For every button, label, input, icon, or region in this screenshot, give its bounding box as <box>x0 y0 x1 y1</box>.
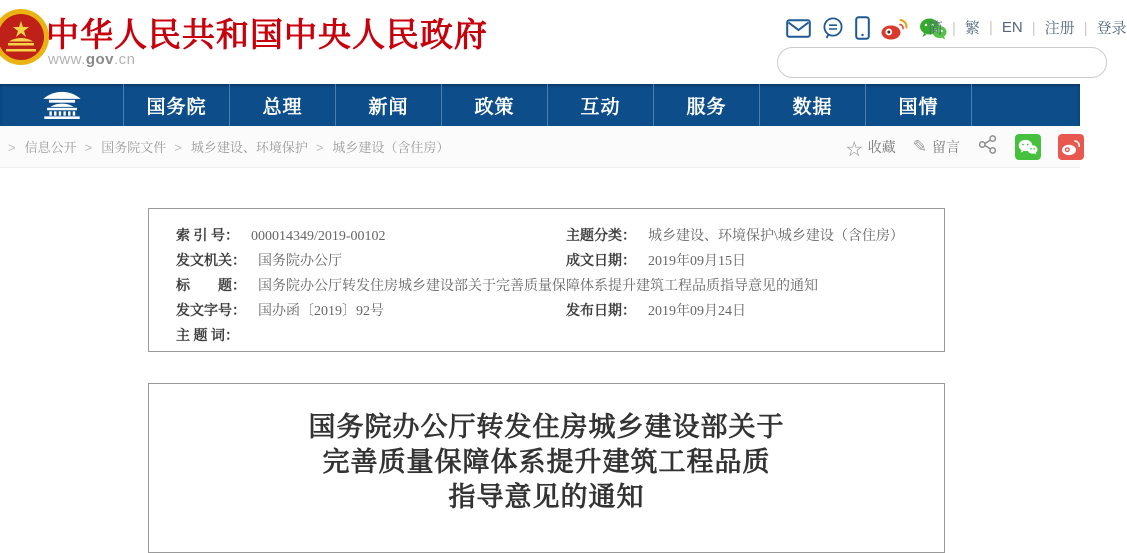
language-account-links <box>928 17 1127 38</box>
document-meta-table <box>148 208 945 352</box>
meta-doc-number-value: 国办函〔2019〕92号 <box>258 304 384 319</box>
comment-bubble-icon[interactable] <box>822 17 844 39</box>
crumb-state-council-docs[interactable]: > 国务院文件 <box>77 137 167 156</box>
meta-row <box>176 299 924 324</box>
comment-label: 留言 <box>932 139 960 155</box>
mobile-icon[interactable] <box>855 16 870 40</box>
crumb-urban-rural-env[interactable]: > 城乡建设、环境保护 <box>166 137 308 156</box>
nav-item-data[interactable]: 数据 <box>759 84 865 126</box>
meta-row <box>176 249 924 274</box>
share-wechat-button[interactable] <box>1015 134 1041 160</box>
main-nav <box>0 84 1080 126</box>
breadcrumb <box>0 137 449 156</box>
lang-english-link[interactable]: | EN <box>980 19 1023 36</box>
mail-icon[interactable] <box>786 19 811 38</box>
meta-issuing-org-label: 发文机关： <box>176 254 246 269</box>
document-title-line: 国务院办公厅转发住房城乡建设部关于 <box>308 412 785 442</box>
nav-item-news[interactable]: 新闻 <box>335 84 441 126</box>
weibo-icon[interactable] <box>881 17 908 40</box>
meta-row <box>176 224 924 249</box>
site-header <box>0 0 1127 84</box>
national-emblem-logo[interactable] <box>0 8 50 66</box>
meta-row <box>176 324 924 349</box>
nav-items <box>123 84 971 126</box>
nav-item-premier[interactable]: 总理 <box>229 84 335 126</box>
pencil-icon: ✎ <box>912 137 927 156</box>
search-input[interactable] <box>777 47 1107 78</box>
star-icon: ☆ <box>845 139 863 159</box>
lang-traditional-link[interactable]: | 繁 <box>943 17 980 38</box>
wechat-icon <box>1018 139 1038 155</box>
crumb-info-disclosure[interactable]: > 信息公开 <box>0 137 77 156</box>
site-url <box>48 51 136 68</box>
meta-category-label: 主题分类： <box>566 229 636 244</box>
site-url-suffix: .cn <box>114 51 136 68</box>
nav-item-policy[interactable]: 政策 <box>441 84 547 126</box>
favorite-label: 收藏 <box>867 139 896 155</box>
document-title-line: 完善质量保障体系提升建筑工程品质 <box>322 447 771 477</box>
breadcrumb-bar <box>0 126 1080 168</box>
site-title[interactable]: 中华人民共和国中央人民政府 <box>46 16 488 53</box>
weibo-icon <box>1061 139 1081 156</box>
home-button[interactable] <box>0 84 123 126</box>
national-emblem-icon <box>0 8 50 66</box>
meta-date-written-value: 2019年09月15日 <box>648 254 746 269</box>
meta-doc-number-label: 发文字号： <box>176 304 246 319</box>
share-icon[interactable] <box>977 134 998 160</box>
nav-item-interaction[interactable]: 互动 <box>547 84 653 126</box>
document-body-box <box>148 383 945 553</box>
nav-item-state-council[interactable]: 国务院 <box>123 84 229 126</box>
meta-date-published-label: 发布日期： <box>566 304 636 319</box>
meta-index-value: 000014349/2019-00102 <box>251 229 386 244</box>
meta-category-value: 城乡建设、环境保护\城乡建设（含住房） <box>648 229 904 244</box>
comment-button[interactable] <box>913 137 960 157</box>
share-weibo-button[interactable] <box>1058 134 1084 160</box>
meta-issuing-org-value: 国务院办公厅 <box>258 254 342 269</box>
site-url-gov: gov <box>85 51 115 68</box>
login-link[interactable]: | 登录 <box>1075 17 1127 38</box>
nav-item-services[interactable]: 服务 <box>653 84 759 126</box>
meta-row <box>176 274 924 299</box>
crumb-urban-rural-housing[interactable]: > 城乡建设（含住房） <box>308 137 450 156</box>
lang-simplified-link[interactable]: 简 <box>928 20 944 37</box>
meta-title-value: 国务院办公厅转发住房城乡建设部关于完善质量保障体系提升建筑工程品质指导意见的通知 <box>258 279 818 294</box>
meta-title-label: 标 题： <box>176 279 246 294</box>
nav-item-national-profile[interactable]: 国情 <box>865 84 971 126</box>
meta-keywords-label: 主 题 词： <box>176 329 239 344</box>
header-icon-links <box>786 15 947 41</box>
register-link[interactable]: | 注册 <box>1023 17 1075 38</box>
meta-date-published-value: 2019年09月24日 <box>648 304 746 319</box>
meta-index-label: 索 引 号： <box>176 229 239 244</box>
site-url-prefix: www. <box>48 51 86 68</box>
page-actions <box>846 126 1084 168</box>
nav-filler <box>971 84 1080 126</box>
tiananmen-gate-icon <box>37 91 87 119</box>
document-title-line: 指导意见的通知 <box>448 482 645 512</box>
meta-date-written-label: 成文日期： <box>566 254 636 269</box>
favorite-button[interactable] <box>846 135 896 160</box>
